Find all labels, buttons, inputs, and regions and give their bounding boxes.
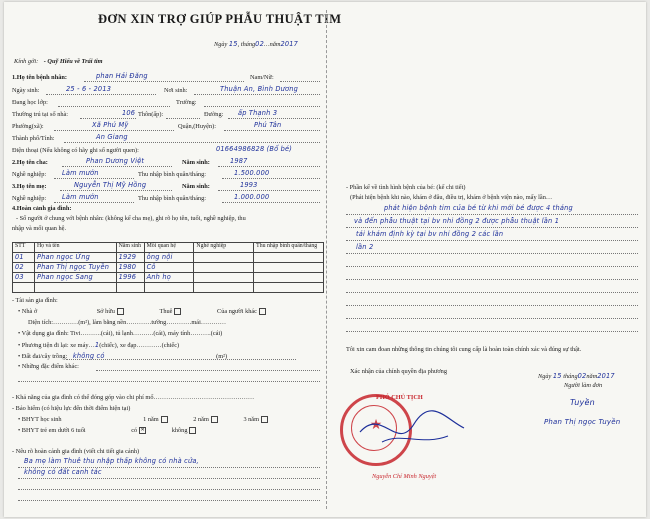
history-line-4: lần 2 [356,243,374,251]
family-section-label: 4.Hoàn cảnh gia đình: [12,205,72,212]
official-signature-scribble [352,402,472,462]
applicant-signature: Tuyền [570,398,595,407]
owned-checkbox[interactable] [117,308,124,315]
rent-checkbox[interactable] [174,308,181,315]
father-year: 1987 [230,157,248,165]
patient-name: phan Hải Đăng [96,72,148,80]
vehicle-line: • Phương tiện đi lại: xe máy…1(chiếc), xe đạp…………(chiếc) [18,341,180,349]
child-no-checkbox[interactable] [189,427,196,434]
family-situation-line2: không có đất canh tác [24,468,102,476]
family-members-table [12,242,324,293]
table-row [13,283,324,293]
father-name: Phan Dương Việt [86,157,145,165]
local-confirmation-label: Xác nhận của chính quyền địa phương [350,368,447,375]
relative-house-checkbox[interactable] [259,308,266,315]
land-line: • Đất đai/cây trồng: không có (m²) [18,352,228,360]
three-year-checkbox[interactable] [261,416,268,423]
father-job: Làm mướn [62,169,99,177]
mother-name: Nguyễn Thị Mỹ Hồng [74,181,147,189]
student-insurance-line: • BHYT học sinh 1 năm 2 năm 3 năm [18,416,268,424]
house-number: 106 [122,109,136,117]
greeting: Kính gởi: - Quỹ Hiểu về Trái tim [14,58,103,65]
commitment-text: Tôi xin cam đoan những thông tin chúng tôi cung cấp là hoàn toàn chính xác và đúng sự thật. [346,346,582,353]
column-divider [326,10,327,509]
official-title: PHÓ CHỦ TỊCH [376,394,423,401]
child-yes-checkbox[interactable]: ✕ [140,428,145,434]
signature-date: Ngày 15 tháng02năm2017 [538,372,615,380]
two-year-checkbox[interactable] [211,416,218,423]
assets-label: - Tài sản gia đình: [12,297,58,304]
mother-job: Làm mướn [62,193,99,201]
table-row: 03 Phan ngọc Sang 1996 Anh họ [13,273,324,283]
table-header-row: STT Họ và tên Năm sinh Mối quan hệ Nghề nghiệp Thu nhập bình quân/tháng [13,243,324,253]
patient-birthplace: Thuận An, Bình Dương [220,85,299,93]
one-year-checkbox[interactable] [161,416,168,423]
city: An Giang [96,133,128,141]
district: Phú Tân [254,121,282,129]
star-icon: ★ [369,417,383,433]
patient-name-label: 1.Họ tên bệnh nhân: [12,74,67,81]
applicant-label: Người làm đơn [564,382,603,389]
form-title: ĐƠN XIN TRỢ GIÚP PHẪU THUẬT TIM [98,12,342,26]
table-row: 02 Phan Thị ngọc Tuyền 1980 Cô [13,263,324,273]
father-income: 1.500.000 [234,169,270,177]
mother-income: 1.000.000 [234,193,270,201]
application-form-page: ĐƠN XIN TRỢ GIÚP PHẪU THUẬT TIM Ngày 15, tháng02…năm2017 Kính gởi: - Quỹ Hiểu về Trái tim 1.Họ tên bệnh nhân: phan Hải Đăng Nam/Nữ: Ngày sinh: 25 - 6 - 2013 Nơi sinh: Thuận An, Bình Dương Đang học lớp: Trường: Thường trú tại số nhà: 106 Thôn(ấp): Đường: ấp Thạnh 3 Phường(xã): Xã Phú Mỹ Quận,(Huyện): Phú Tân Thành phố/Tỉnh: An Giang Điện thoại (Nếu không có hãy ghi số người quen): 01664986828 (Bố bé) 2.Họ tên cha: Phan Dương Việt Năm sinh: 1987 Nghề nghiệp: Làm mướn Thu nhập bình quân/tháng: 1.500.000 3.Họ tên mẹ: Nguyễn Thị Mỹ Hồng Năm sinh: 1993 Nghề nghiệp: Làm mướn Thu nhập bình quân/tháng: 1.000.000 4.Hoàn cảnh gia đình: - Số người ở chung với bệnh nhân: (không kể cha mẹ), ghi rõ họ tên, tuổi, nghề nghiệp, thu nhập và mối quan hệ. STT Họ và tên Năm sinh Mối quan hệ Nghề nghiệp Thu nhập bình quân/tháng 01 Phan ngọc Ứng 1929 ông nội 02 Phan Thị ngọc Tuyền 1980 Cô 03 Phan ngọc Sang 1996 Anh họ - Tài sản gia đình: • Nhà ở Sở hữu Thuê Của người khác Diện tích:…………(m²), làm bằng nền…………tường…………mái………… • Vật dụng gia đình: Tivi……….(cái), tủ lạnh……….(cái), máy tính……….(cái) • Phương tiện đi lại: xe máy…1(chiếc), xe đạp…………(chiếc) • Đất đai/cây trồng: không có (m²) • Những đặc điểm khác: - Khả năng của gia đình có thể đóng góp vào chi phí mổ………………………………………… - Bảo hiểm (có hiệu lực đến thời điểm hiện tại) • BHYT học sinh 1 năm 2 năm 3 năm • BHYT trẻ em dưới 6 tuổi có ✕ không - Nêu rõ hoàn cảnh gia đình (viết chi tiết gia cảnh) Ba mẹ làm Thuê thu nhập thấp không có nhà cửa, không có đất canh tác - Phần kể về tình hình bệnh của bé: (kể chi tiết) (Phát hiện bệnh khi nào, khám ở đâu, điều trị, khám ở bệnh viện nào, mấy lần… phát hiện bệnh tim của bé từ khi mới bé được 4 tháng và đến phẫu thuật tại bv nhi đồng 2 được phẫu thuật lần 1 tái khám định kỳ tại bv nhi đồng 2 các lần lần 2 Tôi xin cam đoan những thông tin chúng tôi cung cấp là hoàn toàn chính xác và đúng sự thật. Xác nhận của chính quyền địa phương Ngày 15 tháng02năm2017 Người làm đơn Tuyền Phan Thị ngọc Tuyền PHÓ CHỦ TỊCH ★ Nguyễn Chí Minh Nguyệt [4,2,646,517]
official-name: Nguyễn Chí Minh Nguyệt [372,473,437,480]
applicant-name: Phan Thị ngọc Tuyền [544,418,621,426]
patient-dob: 25 - 6 - 2013 [66,85,112,93]
phone: 01664986828 (Bố bé) [216,145,293,153]
form-date: Ngày 15, tháng02…năm2017 [214,40,299,48]
history-line-3: tái khám định kỳ tại bv nhi đồng 2 các lần [356,230,504,238]
history-line-1: phát hiện bệnh tim của bé từ khi mới bé được 4 tháng [384,204,573,212]
road: ấp Thạnh 3 [238,109,278,117]
history-line-2: và đến phẫu thuật tại bv nhi đồng 2 được phẫu thuật lần 1 [354,217,560,225]
mother-year: 1993 [240,181,258,189]
child-insurance-line: • BHYT trẻ em dưới 6 tuổi có ✕ không [18,427,196,435]
ward: Xã Phú Mỹ [92,121,129,129]
house-options: • Nhà ở Sở hữu Thuê Của người khác [18,308,266,316]
medical-history-label: - Phần kể về tình hình bệnh của bé: (kể chi tiết) [346,184,466,191]
table-row: 01 Phan ngọc Ứng 1929 ông nội [13,253,324,263]
family-situation-line1: Ba mẹ làm Thuê thu nhập thấp không có nhà cửa, [24,457,199,465]
